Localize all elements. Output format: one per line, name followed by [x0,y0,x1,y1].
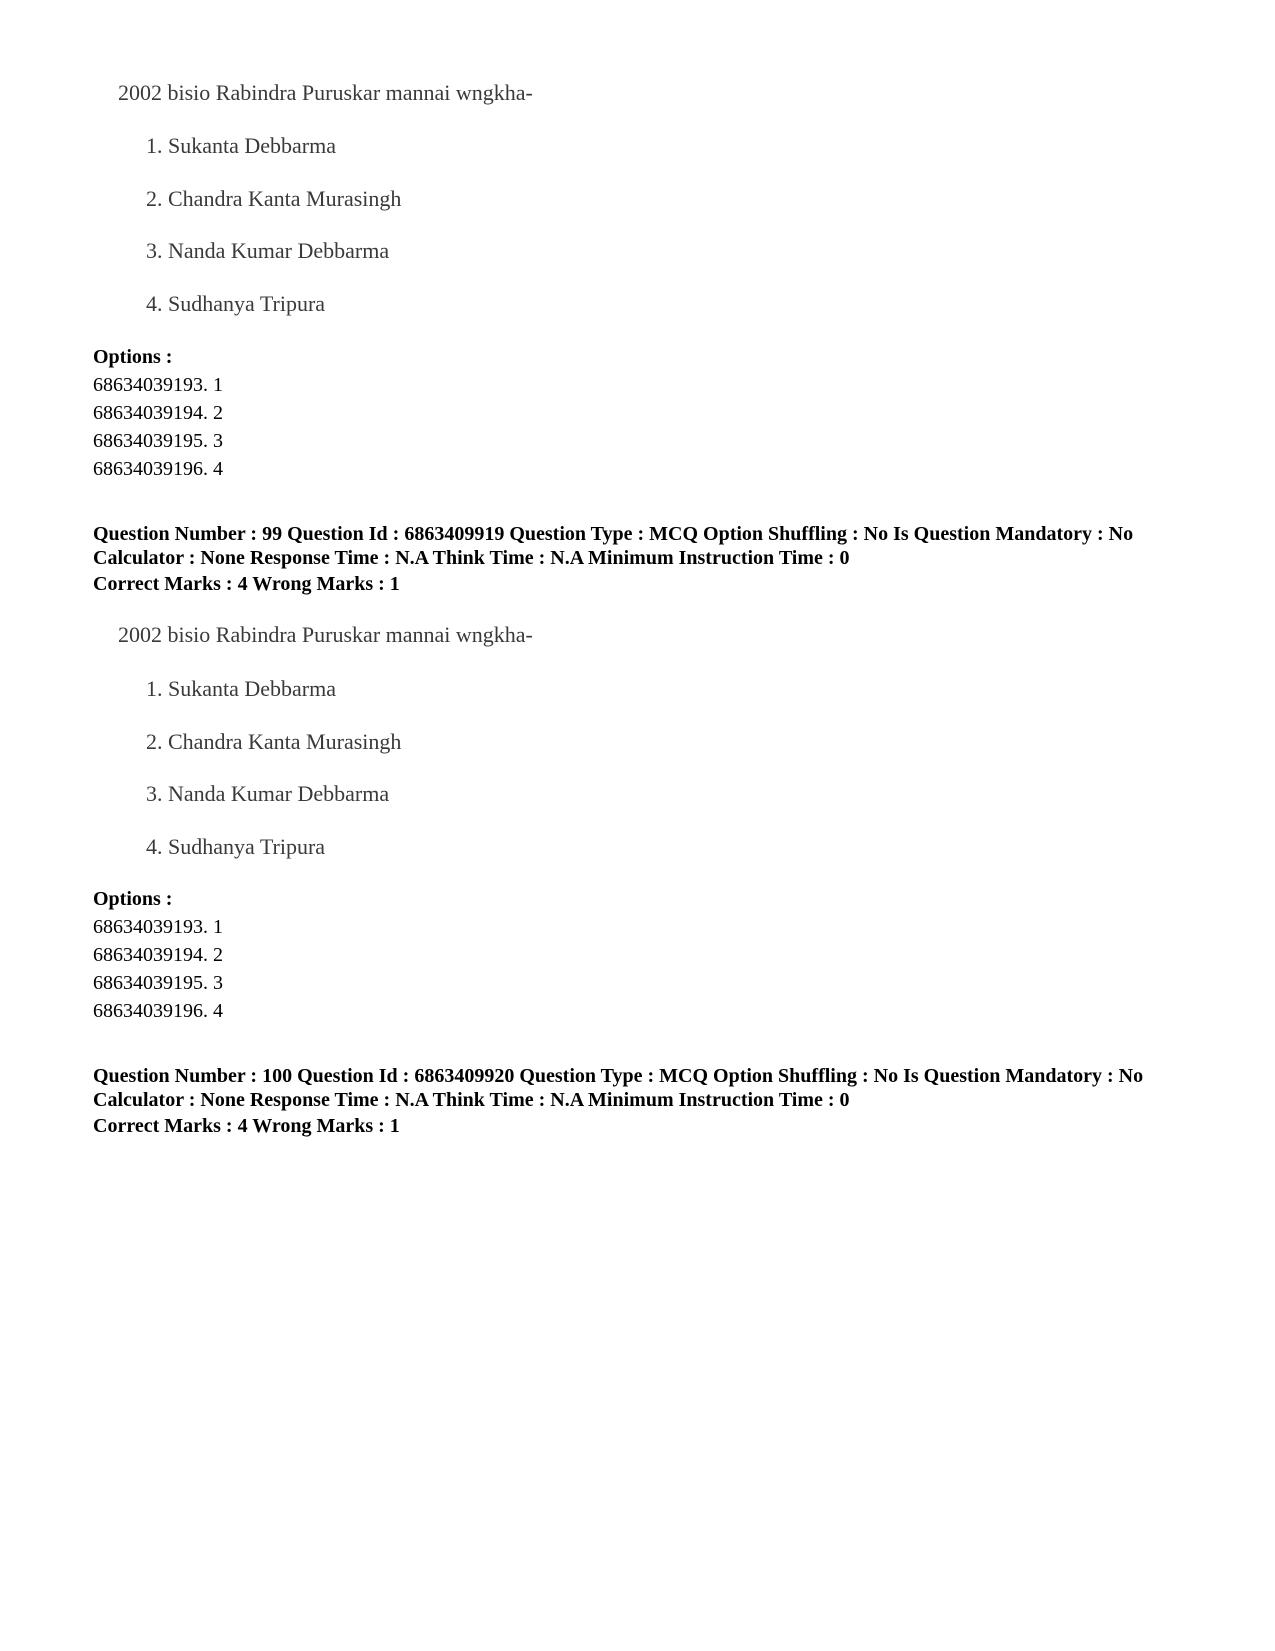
question-marks: Correct Marks : 4 Wrong Marks : 1 [93,573,400,595]
question-marks: Correct Marks : 4 Wrong Marks : 1 [93,1115,400,1137]
question-choice: 2. Chandra Kanta Murasingh [146,729,402,754]
option-line: 68634039196. 4 [93,1000,223,1022]
option-line: 68634039195. 3 [93,430,223,452]
option-line: 68634039194. 2 [93,402,223,424]
question-choice: 1. Sukanta Debbarma [146,676,336,701]
option-line: 68634039194. 2 [93,944,223,966]
options-label: Options : [93,888,173,910]
question-choice: 3. Nanda Kumar Debbarma [146,238,390,263]
options-label: Options : [93,346,173,368]
option-line: 68634039196. 4 [93,458,223,480]
question-choice: 2. Chandra Kanta Murasingh [146,186,402,211]
question-choice: 1. Sukanta Debbarma [146,133,336,158]
question-choice: 4. Sudhanya Tripura [146,834,326,859]
question-stem: 2002 bisio Rabindra Puruskar mannai wngkha- [118,80,533,105]
option-line: 68634039193. 1 [93,916,223,938]
option-line: 68634039195. 3 [93,972,223,994]
question-stem: 2002 bisio Rabindra Puruskar mannai wngkha- [118,622,533,647]
question-meta: Question Number : 99 Question Id : 6863409919 Question Type : MCQ Option Shuffling : No Is Question Mandatory : No Calculator : None Response Time : N.A Think Time : N.A Minimum Instruction Time : 0 [93,523,1134,569]
question-choice: 4. Sudhanya Tripura [146,291,326,316]
question-choice: 3. Nanda Kumar Debbarma [146,781,390,806]
option-line: 68634039193. 1 [93,374,223,396]
question-meta: Question Number : 100 Question Id : 6863409920 Question Type : MCQ Option Shuffling : No Is Question Mandatory : No Calculator : None Response Time : N.A Think Time : N.A Minimum Instruction Time : 0 [93,1065,1144,1111]
